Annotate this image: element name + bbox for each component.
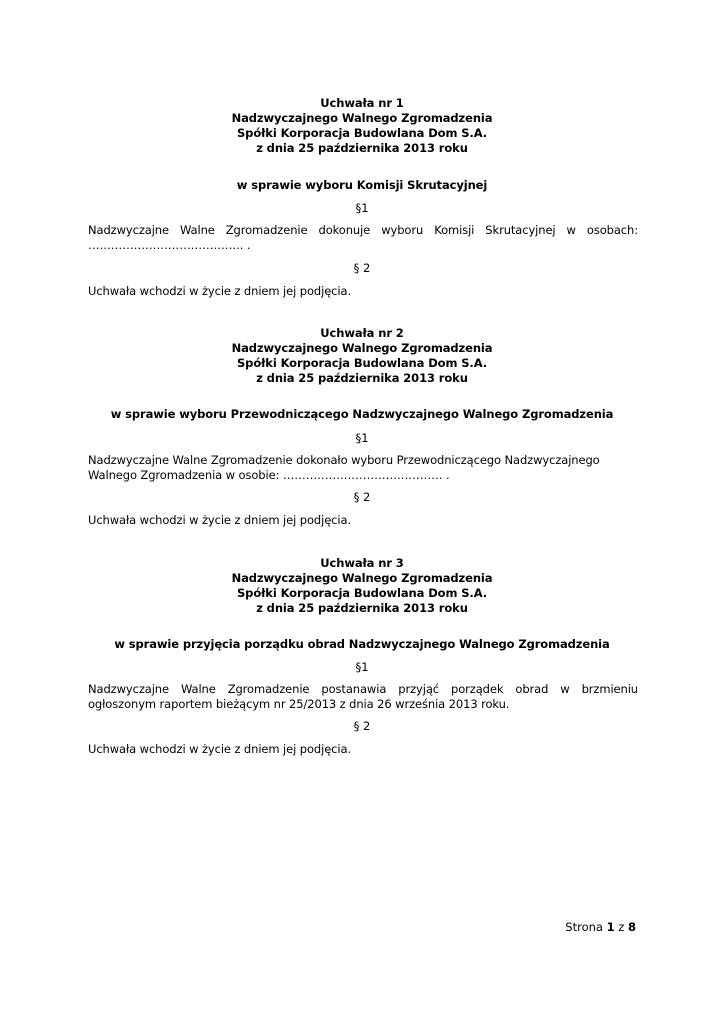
resolution-date: z dnia 25 października 2013 roku xyxy=(256,371,468,385)
resolution-body-name: Nadzwyczajnego Walnego Zgromadzenia xyxy=(231,341,493,355)
resolution-company: Spółki Korporacja Budowlana Dom S.A. xyxy=(237,586,487,600)
resolution-date: z dnia 25 października 2013 roku xyxy=(256,141,468,155)
section-2-text: Uchwała wchodzi w życie z dniem jej podjęcia. xyxy=(88,284,351,298)
current-page: 1 xyxy=(606,920,615,934)
resolution-subject: w sprawie przyjęcia porządku obrad Nadzwyczajnego Walnego Zgromadzenia xyxy=(114,637,610,651)
section-1-text: Nadzwyczajne Walne Zgromadzenie dokonuje wyboru Komisji Skrutacyjnej w osobach: ………………………………….. . xyxy=(88,223,638,252)
section-sign-1: §1 xyxy=(355,201,369,215)
page-separator: z xyxy=(618,920,625,934)
section-sign-1: §1 xyxy=(355,660,369,674)
section-1-text: Nadzwyczajne Walne Zgromadzenie postanawia przyjąć porządek obrad w brzmieniu ogłoszonym raportem bieżącym nr 25/2013 z dnia 26 września 2013 roku. xyxy=(88,682,638,711)
page-number xyxy=(565,920,636,935)
section-sign-2: § 2 xyxy=(353,490,371,504)
resolution-title: Uchwała nr 2 xyxy=(320,326,404,340)
resolution-title: Uchwała nr 3 xyxy=(320,556,404,570)
total-pages: 8 xyxy=(627,920,636,934)
resolution-body-name: Nadzwyczajnego Walnego Zgromadzenia xyxy=(231,111,493,125)
resolution-subject: w sprawie wyboru Przewodniczącego Nadzwyczajnego Walnego Zgromadzenia xyxy=(110,407,614,421)
section-1-text: Nadzwyczajne Walne Zgromadzenie dokonało wyboru Przewodniczącego Nadzwyczajnego Walnego Zgromadzenia w osobie: …………………………………… . xyxy=(88,453,600,482)
section-sign-1: §1 xyxy=(355,431,369,445)
resolution-title: Uchwała nr 1 xyxy=(320,96,404,110)
resolution-date: z dnia 25 października 2013 roku xyxy=(256,601,468,615)
section-2-text: Uchwała wchodzi w życie z dniem jej podjęcia. xyxy=(88,742,351,756)
section-sign-2: § 2 xyxy=(353,719,371,733)
resolution-company: Spółki Korporacja Budowlana Dom S.A. xyxy=(237,356,487,370)
resolution-subject: w sprawie wyboru Komisji Skrutacyjnej xyxy=(236,178,488,192)
resolution-body-name: Nadzwyczajnego Walnego Zgromadzenia xyxy=(231,571,493,585)
page-label: Strona xyxy=(565,920,603,934)
section-2-text: Uchwała wchodzi w życie z dniem jej podjęcia. xyxy=(88,513,351,527)
resolution-company: Spółki Korporacja Budowlana Dom S.A. xyxy=(237,126,487,140)
section-sign-2: § 2 xyxy=(353,261,371,275)
